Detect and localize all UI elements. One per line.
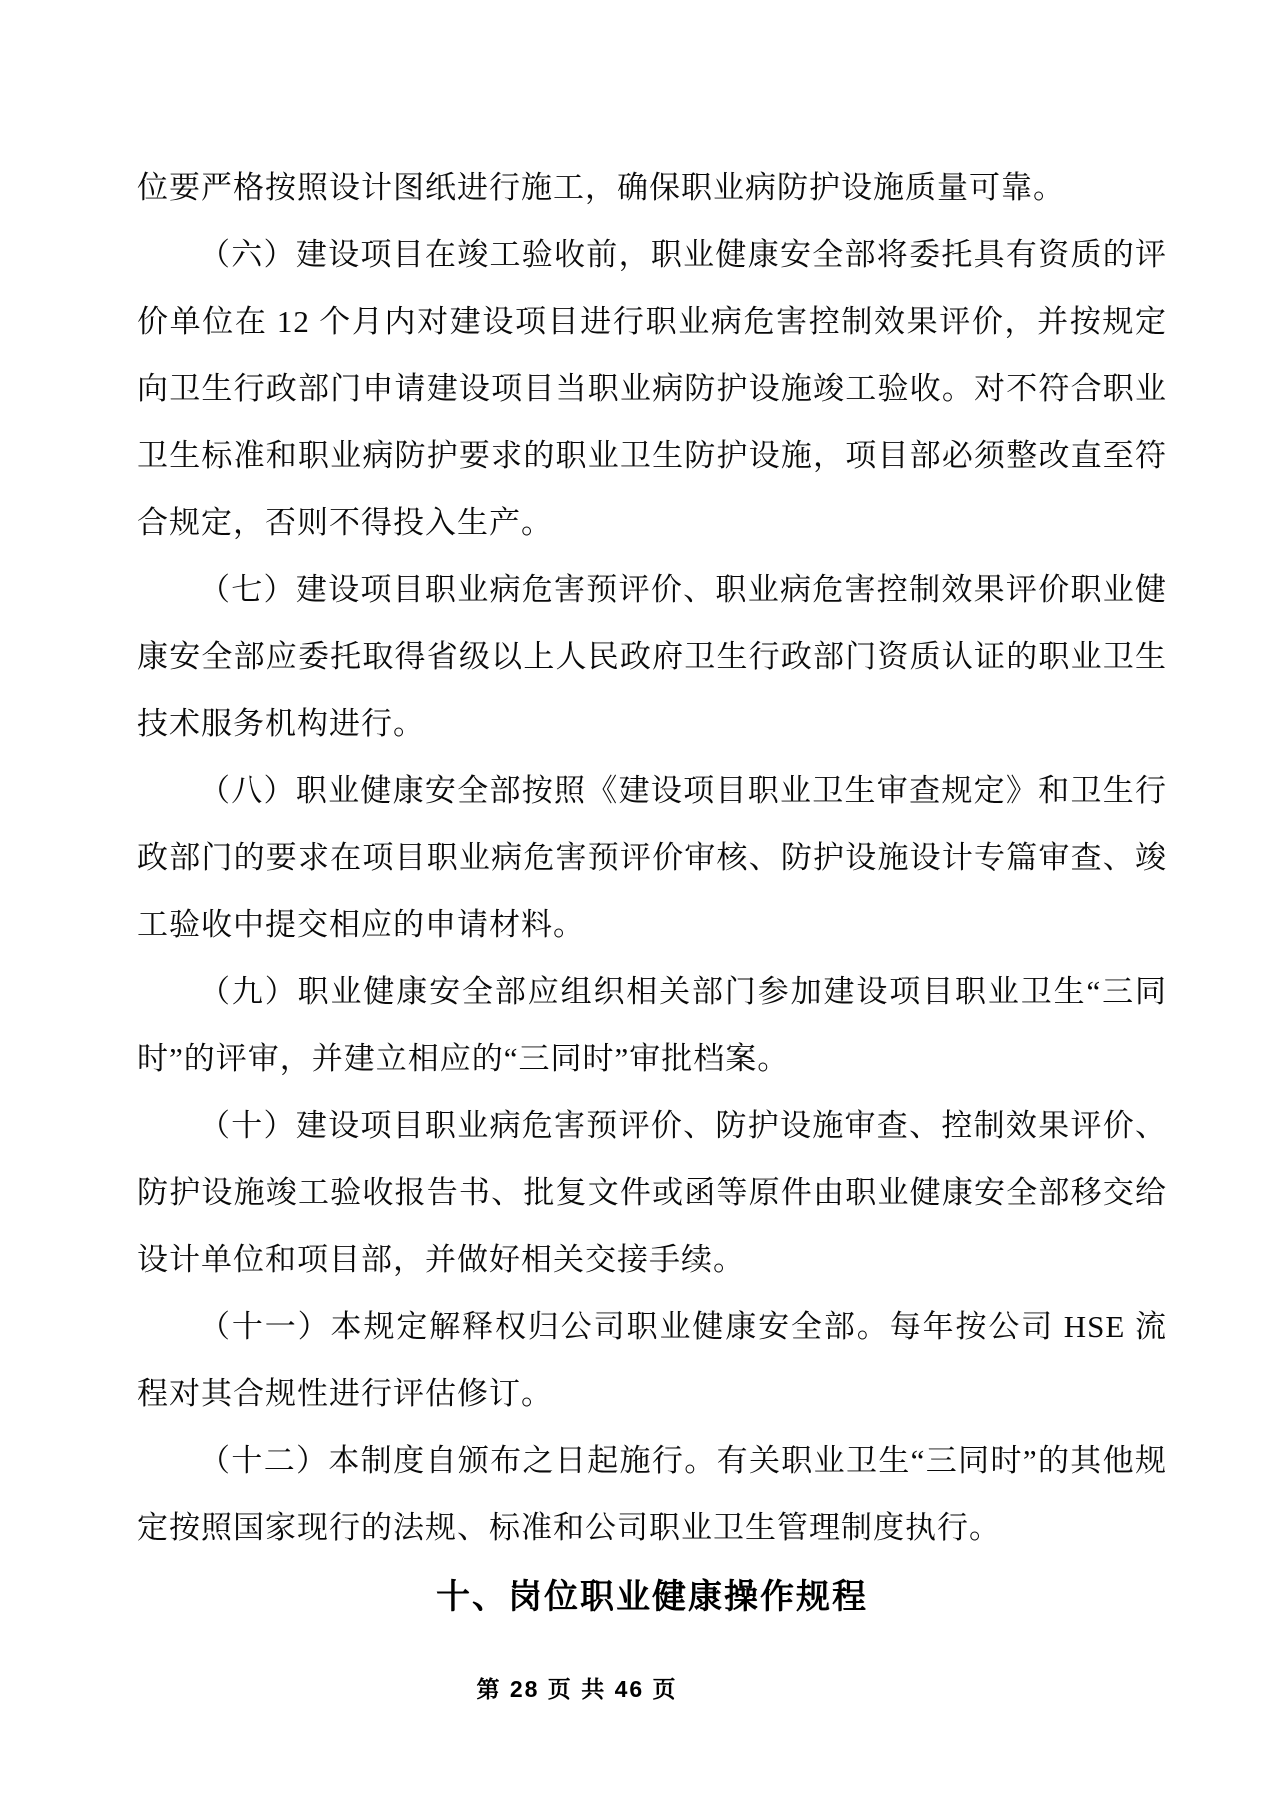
paragraph-item-10: （十）建设项目职业病危害预评价、防护设施审查、控制效果评价、防护设施竣工验收报告书、批复文件或函等原件由职业健康安全部移交给设计单位和项目部，并做好相关交接手续。	[137, 1108, 1167, 1277]
paragraph-continuation: 位要严格按照设计图纸进行施工，确保职业病防护设施质量可靠。	[137, 170, 1065, 205]
document-body	[137, 154, 1167, 1633]
paragraph-item-9: （九）职业健康安全部应组织相关部门参加建设项目职业卫生“三同时”的评审，并建立相应的“三同时”审批档案。	[137, 974, 1167, 1076]
page-footer	[0, 1672, 1154, 1706]
paragraph-item-12: （十二）本制度自颁布之日起施行。有关职业卫生“三同时”的其他规定按照国家现行的法规、标准和公司职业卫生管理制度执行。	[137, 1443, 1167, 1545]
paragraph-item-7: （七）建设项目职业病危害预评价、职业病危害控制效果评价职业健康安全部应委托取得省级以上人民政府卫生行政部门资质认证的职业卫生技术服务机构进行。	[137, 572, 1167, 741]
page-number-label: 第 28 页 共 46 页	[476, 1676, 678, 1702]
paragraph-item-11: （十一）本规定解释权归公司职业健康安全部。每年按公司 HSE 流程对其合规性进行评估修订。	[137, 1309, 1167, 1411]
section-heading: 十、岗位职业健康操作规程	[436, 1578, 868, 1616]
paragraph-item-6: （六）建设项目在竣工验收前，职业健康安全部将委托具有资质的评价单位在 12 个月内对建设项目进行职业病危害控制效果评价，并按规定向卫生行政部门申请建设项目当职业病防护设施竣工验收。对不符合职业卫生标准和职业病防护要求的职业卫生防护设施，项目部必须整改直至符合规定，否则不得投入生产。	[137, 237, 1167, 540]
paragraph-item-8: （八）职业健康安全部按照《建设项目职业卫生审查规定》和卫生行政部门的要求在项目职业病危害预评价审核、防护设施设计专篇审查、竣工验收中提交相应的申请材料。	[137, 773, 1167, 942]
